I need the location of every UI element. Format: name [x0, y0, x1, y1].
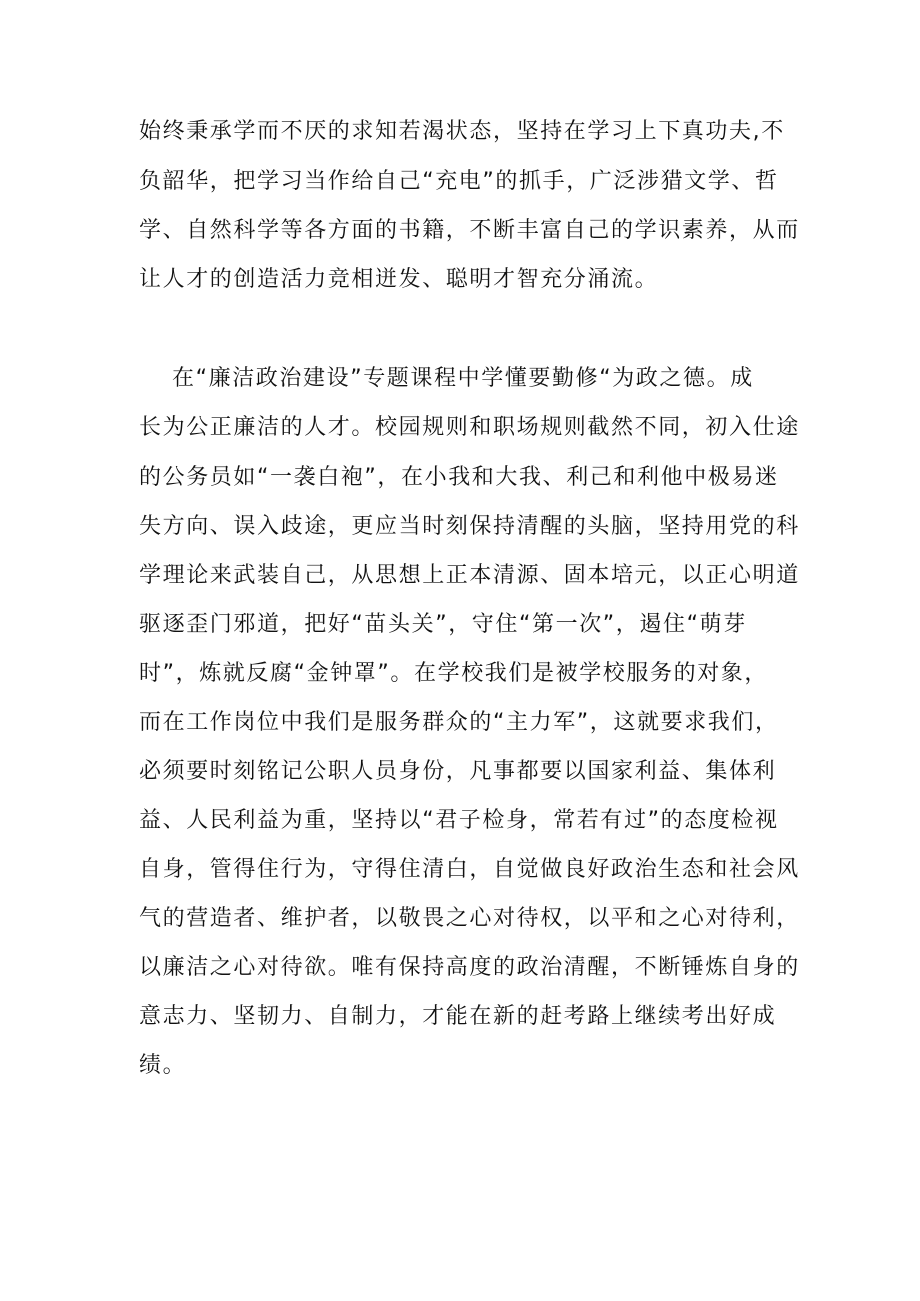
text-line: 在“廉洁政治建设”专题课程中学懂要勤修“为政之德。成 [172, 366, 754, 391]
text-line: 学、自然科学等各方面的书籍，不断丰富自己的学识素养，从而 [139, 218, 800, 243]
text-line: 的公务员如“一袭白袍”，在小我和大我、利己和利他中极易迷 [139, 465, 779, 490]
text-line: 让人才的创造活力竞相迸发、聪明才智充分涌流。 [139, 267, 659, 292]
text-line: 学理论来武装自己，从思想上正本清源、固本培元，以正心明道 [139, 563, 800, 588]
text-line: 始终秉承学而不厌的求知若渴状态，坚持在学习上下真功夫,不 [139, 119, 785, 144]
text-line: 失方向、误入歧途，更应当时刻保持清醒的头脑，坚持用党的科 [139, 514, 800, 539]
text-line: 长为公正廉洁的人才。校园规则和职场规则截然不同，初入仕途 [139, 415, 800, 440]
text-line: 驱逐歪门邪道，把好“苗头关”，守住“第一次”，遏住“萌芽 [139, 612, 747, 637]
text-line: 意志力、坚韧力、自制力，才能在新的赶考路上继续考出好成 [139, 1004, 777, 1029]
text-line: 必须要时刻铭记公职人员身份，凡事都要以国家利益、集体利 [139, 759, 777, 784]
text-line: 自身，管得住行为，守得住清白，自觉做良好政治生态和社会风 [139, 857, 800, 882]
text-line: 负韶华，把学习当作给自己“充电”的抓手，广泛涉猎文学、哲 [139, 169, 779, 194]
text-line: 绩。 [139, 1053, 187, 1078]
text-line: 而在工作岗位中我们是服务群众的“主力军”，这就要求我们， [139, 710, 779, 735]
text-line: 时”，炼就反腐“金钟罩”。在学校我们是被学校服务的对象， [139, 661, 768, 686]
text-line: 以廉洁之心对待欲。唯有保持高度的政治清醒，不断锤炼自身的 [139, 955, 800, 980]
text-line: 益、人民利益为重，坚持以“君子检身，常若有过”的态度检视 [139, 808, 779, 833]
text-line: 气的营造者、维护者，以敬畏之心对待权，以平和之心对待利， [139, 906, 800, 931]
